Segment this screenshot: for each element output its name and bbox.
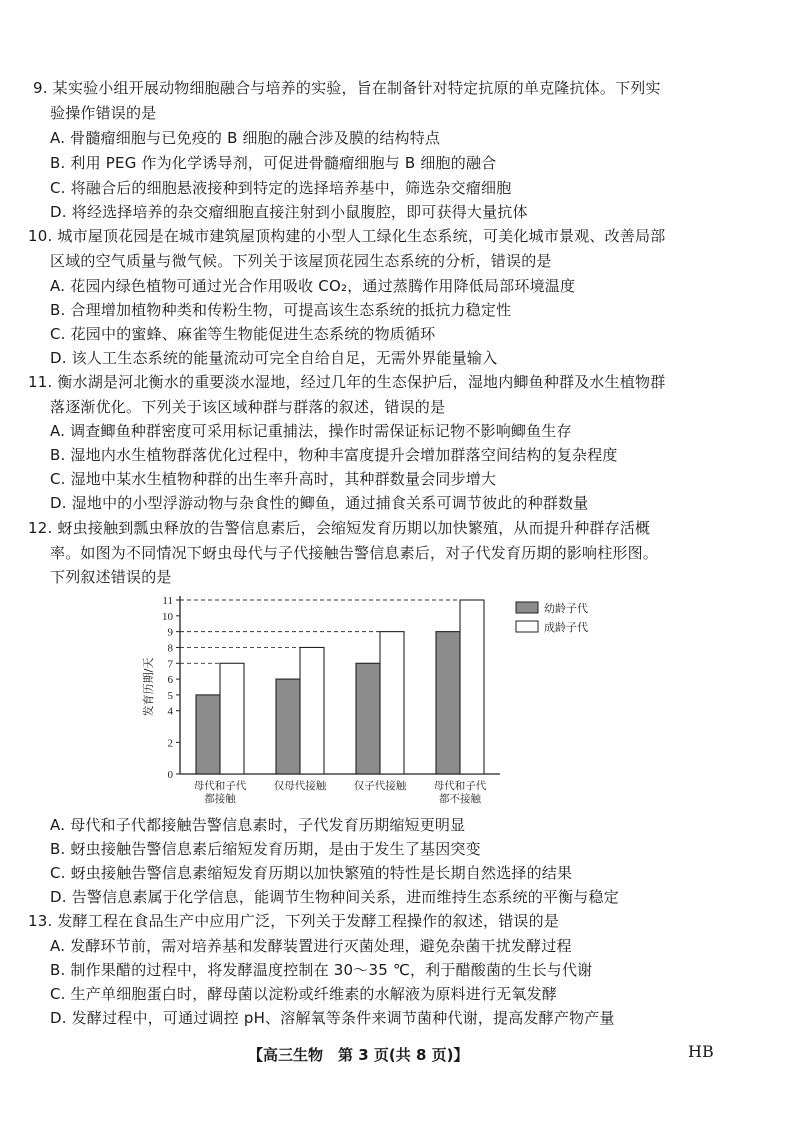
q12-option-b: B. 蚜虫接触告警信息素后缩短发育历期，是由于发生了基因突变 — [50, 840, 481, 858]
q12-option-c: C. 蚜虫接触告警信息素缩短发育历期以加快繁殖的特性是长期自然选择的结果 — [50, 864, 573, 882]
y-tick-label: 9 — [167, 626, 173, 639]
q9-stem-line2: 验操作错误的是 — [50, 104, 157, 122]
bar — [276, 679, 300, 774]
legend-label: 成龄子代 — [544, 621, 588, 634]
x-category-label: 都接触 — [204, 793, 236, 805]
y-tick-label: 2 — [167, 737, 173, 750]
bar — [196, 695, 220, 774]
y-tick-label: 5 — [167, 689, 173, 702]
y-tick-label: 8 — [167, 642, 173, 655]
q12-stem-line2: 率。如图为不同情况下蚜虫母代与子代接触告警信息素后，对子代发育历期的影响柱形图。 — [50, 544, 659, 562]
q10-option-a: A. 花园内绿色植物可通过光合作用吸收 CO₂，通过蒸腾作用降低局部环境温度 — [50, 277, 576, 295]
bar — [300, 647, 324, 774]
q12-stem-line3: 下列叙述错误的是 — [50, 568, 172, 586]
q12-stem-line1: 12. 蚜虫接触到瓢虫释放的告警信息素后，会缩短发育历期以加快繁殖，从而提升种群存活概 — [28, 519, 651, 537]
bar — [220, 663, 244, 774]
q11-option-c: C. 湿地中某水生植物种群的出生率升高时，其种群数量会同步增大 — [50, 470, 497, 488]
q10-stem-line2: 区域的空气质量与微气候。下列关于该屋顶花园生态系统的分析，错误的是 — [50, 252, 552, 270]
y-tick-label: 7 — [167, 658, 173, 671]
q9-option-c: C. 将融合后的细胞悬液接种到特定的选择培养基中，筛选杂交瘤细胞 — [50, 179, 512, 197]
y-tick-label: 6 — [167, 674, 173, 687]
exam-code: HB — [688, 1042, 714, 1061]
bar — [460, 600, 484, 774]
q13-option-d: D. 发酵过程中，可通过调控 pH、溶解氧等条件来调节菌种代谢，提高发酵产物产量 — [50, 1009, 615, 1027]
q12-option-d: D. 告警信息素属于化学信息，能调节生物种间关系，进而维持生态系统的平衡与稳定 — [50, 888, 619, 906]
x-category-label: 都不接触 — [439, 793, 481, 805]
x-category-label: 仅子代接触 — [353, 780, 407, 792]
q9-stem-line1: 9. 某实验小组开展动物细胞融合与培养的实验，旨在制备针对特定抗原的单克隆抗体。下列实 — [33, 79, 661, 97]
q9-option-b: B. 利用 PEG 作为化学诱导剂，可促进骨髓瘤细胞与 B 细胞的融合 — [50, 154, 497, 172]
bar-chart-svg — [140, 588, 610, 810]
bar — [356, 663, 380, 774]
y-tick-label: 11 — [162, 595, 173, 607]
development-period-bar-chart — [140, 588, 610, 810]
bar — [436, 632, 460, 774]
q10-option-b: B. 合理增加植物种类和传粉生物，可提高该生态系统的抵抗力稳定性 — [50, 301, 512, 319]
q13-option-b: B. 制作果醋的过程中，将发酵温度控制在 30～35 ℃，利于醋酸菌的生长与代谢 — [50, 961, 593, 979]
q13-option-a: A. 发酵环节前，需对培养基和发酵装置进行灭菌处理，避免杂菌干扰发酵过程 — [50, 937, 572, 955]
legend-swatch — [516, 602, 538, 613]
page-footer: 【高三生物 第 3 页(共 8 页)】 — [248, 1046, 469, 1064]
y-axis-label: 发育历期/天 — [142, 657, 155, 717]
q11-option-a: A. 调查鲫鱼种群密度可采用标记重捕法，操作时需保证标记物不影响鲫鱼生存 — [50, 422, 572, 440]
q13-stem-line1: 13. 发酵工程在食品生产中应用广泛，下列关于发酵工程操作的叙述，错误的是 — [28, 912, 560, 930]
bar — [380, 632, 404, 774]
q9-option-d: D. 将经选择培养的杂交瘤细胞直接注射到小鼠腹腔，即可获得大量抗体 — [50, 203, 528, 221]
q10-option-d: D. 该人工生态系统的能量流动可完全自给自足，无需外界能量输入 — [50, 349, 498, 367]
q10-option-c: C. 花园中的蜜蜂、麻雀等生物能促进生态系统的物质循环 — [50, 325, 436, 343]
q11-stem-line2: 落逐渐优化。下列关于该区域种群与群落的叙述，错误的是 — [50, 398, 446, 416]
x-category-label: 仅母代接触 — [273, 780, 327, 792]
y-tick-label: 10 — [162, 610, 173, 623]
q13-option-c: C. 生产单细胞蛋白时，酵母菌以淀粉或纤维素的水解液为原料进行无氧发酵 — [50, 985, 558, 1003]
q11-option-d: D. 湿地中的小型浮游动物与杂食性的鲫鱼，通过捕食关系可调节彼此的种群数量 — [50, 494, 589, 512]
legend-swatch — [516, 621, 538, 632]
x-category-label: 母代和子代 — [433, 780, 487, 792]
y-tick-label: 4 — [167, 705, 173, 718]
q9-option-a: A. 骨髓瘤细胞与已免疫的 B 细胞的融合涉及膜的结构特点 — [50, 129, 441, 147]
y-tick-label: 0 — [167, 769, 173, 781]
legend-label: 幼龄子代 — [544, 602, 588, 615]
q11-option-b: B. 湿地内水生植物群落优化过程中，物种丰富度提升会增加群落空间结构的复杂程度 — [50, 446, 618, 464]
q10-stem-line1: 10. 城市屋顶花园是在城市建筑屋顶构建的小型人工绿化生态系统，可美化城市景观、改善局部 — [28, 227, 666, 245]
x-category-label: 母代和子代 — [193, 780, 247, 792]
q12-option-a: A. 母代和子代都接触告警信息素时，子代发育历期缩短更明显 — [50, 816, 466, 834]
q11-stem-line1: 11. 衡水湖是河北衡水的重要淡水湿地，经过几年的生态保护后，湿地内鲫鱼种群及水生植物群 — [28, 373, 666, 391]
